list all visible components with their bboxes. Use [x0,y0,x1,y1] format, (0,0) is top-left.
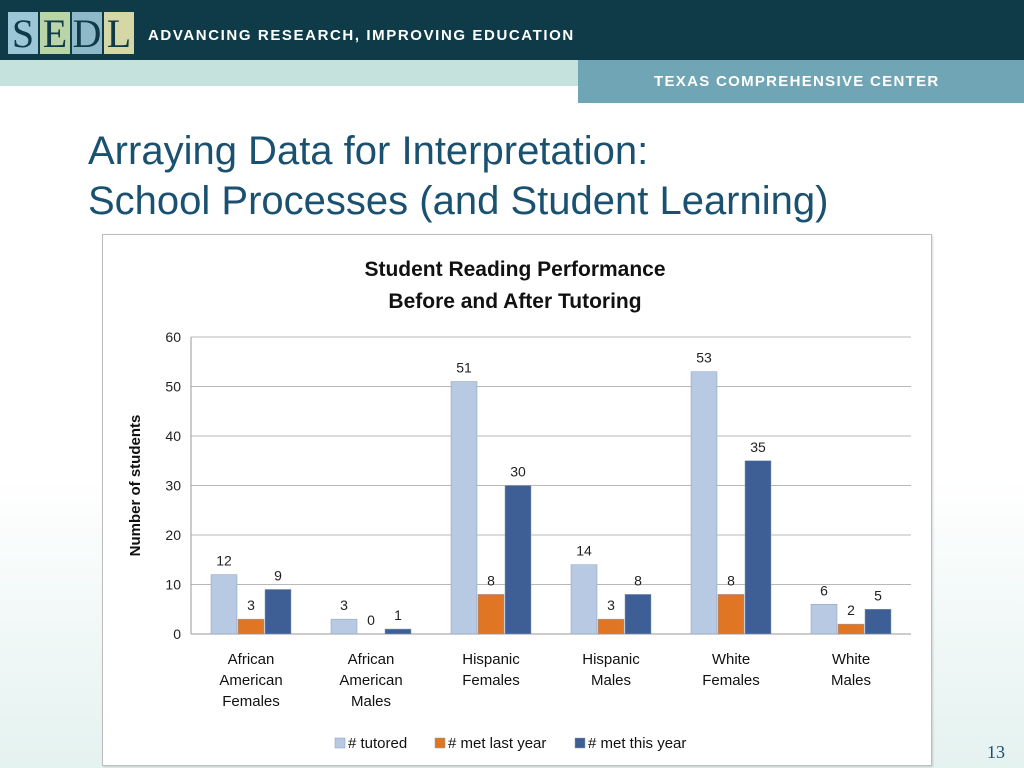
chart-title-line-1: Student Reading Performance [364,258,666,281]
header-underbar [0,60,580,86]
bar [865,609,891,634]
bar [598,619,624,634]
bar [718,594,744,634]
bar [385,629,411,634]
data-label: 3 [607,597,615,614]
bar [745,461,771,634]
logo-letter: E [40,12,70,54]
y-tick-label: 30 [165,477,181,494]
data-label: 1 [394,607,402,624]
x-tick-label: Males [350,693,392,710]
bar [838,624,864,634]
y-tick-label: 50 [165,378,181,395]
x-tick-label: Males [830,672,872,689]
logo-letter: S [8,12,38,54]
x-tick-label: African [227,651,275,668]
bar [625,594,651,634]
data-label: 51 [456,359,472,376]
bar [571,565,597,634]
legend-swatch [575,738,585,748]
x-tick-label: Females [702,672,760,689]
bar [265,589,291,634]
slide-title-line-2: School Processes (and Student Learning) [88,179,829,223]
y-axis-label: Number of students [127,414,144,557]
bar [331,619,357,634]
bar [505,486,531,635]
data-label: 3 [247,597,255,614]
bar-chart [103,235,931,765]
data-label: 6 [820,582,828,599]
slide-title [88,126,948,226]
chart-frame [102,234,932,766]
x-tick-label: African [347,651,395,668]
y-tick-label: 40 [165,428,181,444]
bar [451,382,477,634]
page-number: 13 [987,742,1005,762]
legend-label: # met last year [448,735,547,752]
slide-title-line-1: Arraying Data for Interpretation: [88,129,649,173]
x-tick-label: White [831,651,871,668]
data-label: 0 [367,612,375,628]
y-tick-label: 0 [173,626,181,642]
y-tick-label: 60 [165,329,181,345]
bar [691,372,717,634]
x-tick-label: Hispanic [582,651,640,668]
x-tick-label: Females [222,693,280,710]
chart-title-line-2: Before and After Tutoring [388,290,642,313]
data-label: 8 [487,572,495,589]
header-bar [0,0,1024,60]
data-label: 2 [847,602,855,619]
logo-letter: L [104,12,134,54]
bar [478,594,504,634]
center-name-bar [578,60,1024,103]
data-label: 8 [634,572,642,589]
data-label: 3 [340,597,348,614]
data-label: 12 [216,552,232,569]
legend-swatch [335,738,345,748]
x-tick-label: American [339,672,403,689]
tagline: ADVANCING RESEARCH, IMPROVING EDUCATION [148,27,575,44]
legend-swatch [435,738,445,748]
legend-label: # tutored [348,735,408,752]
bar [238,619,264,634]
data-label: 5 [874,587,882,604]
x-tick-label: White [711,651,751,668]
logo-letter: D [72,11,102,56]
y-tick-label: 20 [165,527,181,543]
center-name: TEXAS COMPREHENSIVE CENTER [654,73,940,90]
bar [211,575,237,634]
data-label: 53 [696,349,712,366]
y-tick-label: 10 [165,576,181,593]
x-tick-label: American [219,672,283,689]
x-tick-label: Males [590,672,632,689]
data-label: 35 [750,438,766,455]
x-tick-label: Hispanic [462,651,520,668]
data-label: 8 [727,572,735,589]
data-label: 9 [274,567,282,584]
data-label: 30 [510,463,526,480]
bar [811,604,837,634]
data-label: 14 [576,542,592,559]
sedl-logo [8,12,136,56]
x-tick-label: Females [462,672,520,689]
legend-label: # met this year [588,735,687,752]
